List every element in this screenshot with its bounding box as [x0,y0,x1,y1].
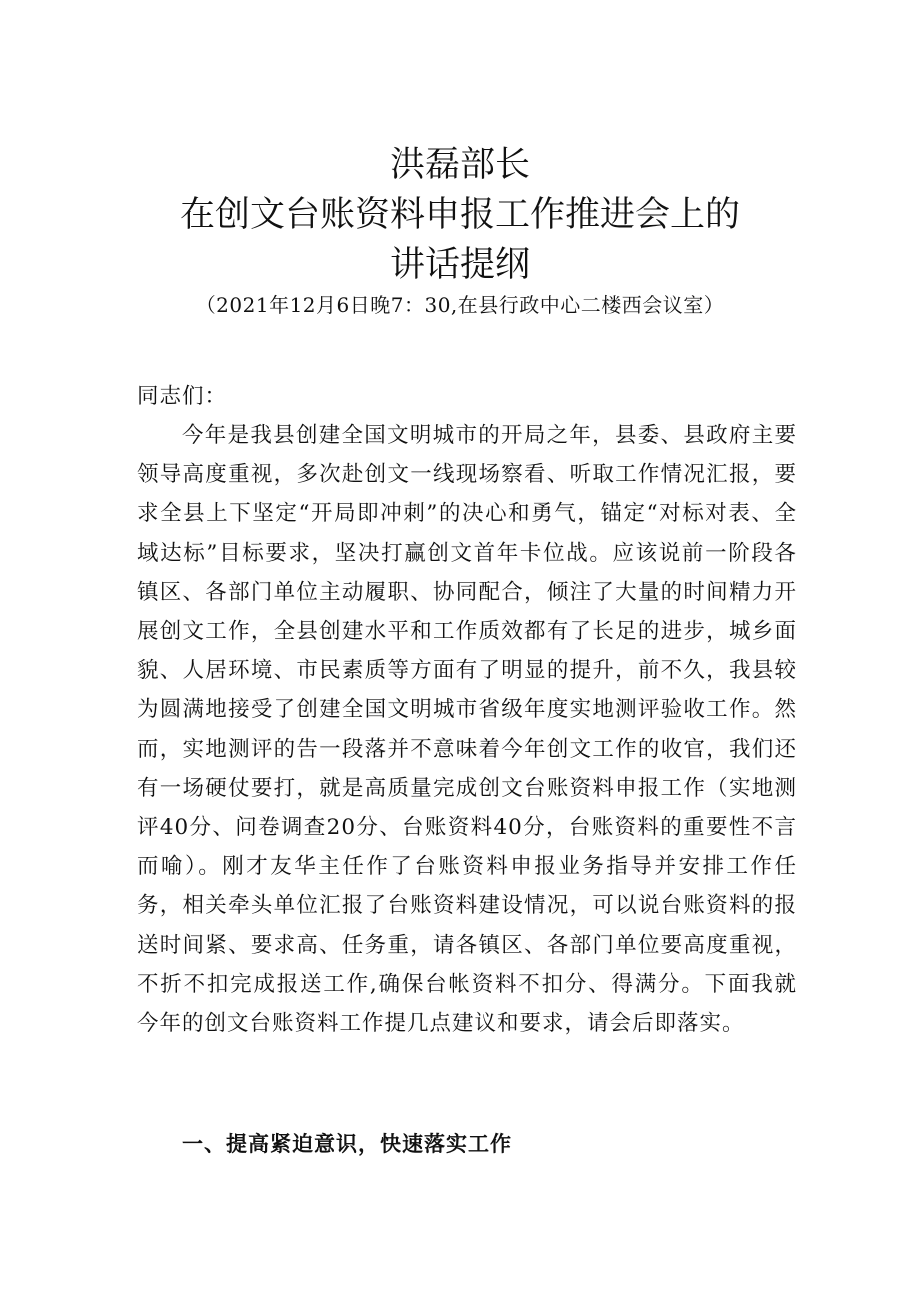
section-heading-1: 一、提高紧迫意识，快速落实工作 [182,1132,512,1156]
meeting-time-location: （2021年12月6日晚7：30,在县行政中心二楼西会议室） [195,293,725,317]
title-line-1: 洪磊部长 [389,145,530,185]
title-line-3: 讲话提纲 [389,245,530,285]
title-line-2: 在创文台账资料申报工作推进会上的 [179,195,740,235]
body-paragraph: 今年是我县创建全国文明城市的开局之年，县委、县政府主要领导高度重视，多次赴创文一线现场察看、听取工作情况汇报，要求全县上下坚定“开局即冲刺”的决心和勇气，锚定“对标对表、全域达标”目标要求，坚决打赢创文首年卡位战。应该说前一阶段各镇区、各部门单位主动履职、协同配合，倾注了大量的时间精力开展创文工作，全县创建水平和工作质效都有了长足的进步，城乡面貌、人居环境、市民素质等方面有了明显的提升，前不久，我县较为圆满地接受了创建全国文明城市省级年度实地测评验收工作。然而，实地测评的告一段落并不意味着今年创文工作的收官，我们还有一场硬仗要打，就是高质量完成创文台账资料申报工作（实地测评40分、问卷调查20分、台账资料40分，台账资料的重要性不言而喻）。刚才友华主任作了台账资料申报业务指导并安排工作任务，相关牵头单位汇报了台账资料建设情况，可以说台账资料的报送时间紧、要求高、任务重，请各镇区、各部门单位要高度重视，不折不扣完成报送工作,确保台帐资料不扣分、得满分。下面我就今年的创文台账资料工作提几点建议和要求，请会后即落实。 [137,423,797,1037]
salutation: 同志们： [137,384,228,409]
